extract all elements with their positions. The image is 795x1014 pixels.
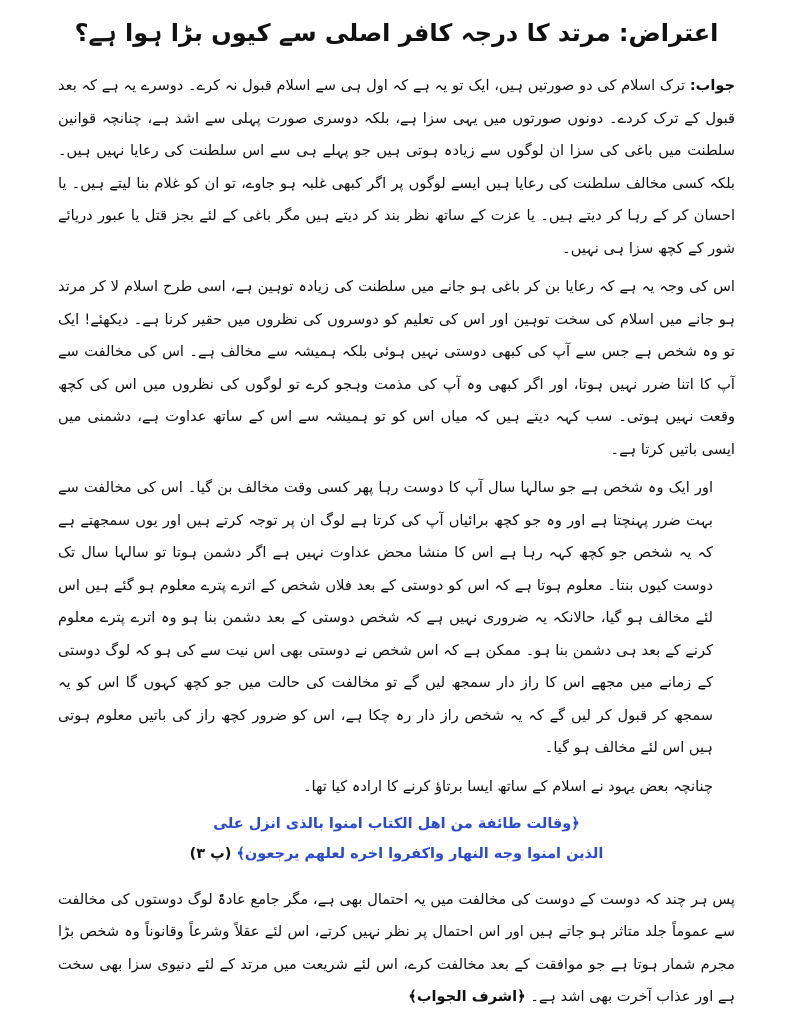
quran-reference: (پ ٣) — [189, 846, 232, 862]
closing-paragraph — [58, 884, 735, 1014]
paragraph-2: اس کی وجہ یہ ہے کہ رعایا بن کر باغی ہو جانے میں سلطنت کی زیادہ توہین ہے، اسی طرح اسلام لا کر مرتد ہو جانے میں اسلام کی سخت توہین اور اس کی تعلیم کو دوسروں کی نظروں میں حقیر کرنا ہے۔ دیکھئے! ایک تو وہ شخص ہے جس سے آپ کی کبھی دوستی نہیں ہوئی بلکہ ہمیشہ سے مخالف ہے۔ اس کی مخالفت سے آپ کا اتنا ضرر نہیں ہوتا، اور اگر کبھی وہ آپ کی مذمت وہجو کرے تو لوگوں کی نظروں میں اس کی کچھ وقعت نہیں ہوتی۔ سب کہہ دیتے ہیں کہ میاں اس کو تو ہمیشہ سے اس کے ساتھ عداوت ہے، دشمنی میں ایسی باتیں کرتا ہے۔ — [58, 278, 735, 458]
paragraph-1 — [58, 70, 735, 265]
paragraph-3: اور ایک وہ شخص ہے جو سالہا سال آپ کا دوست رہا پھر کسی وقت مخالف بن گیا۔ اس کی مخالفت سے بہت ضرر پہنچتا ہے اور وہ جو کچھ برائیاں آپ کی کرتا ہے لوگ ان پر توجہ کرتے ہیں اور یوں سمجھتے ہے کہ یہ شخص جو کچھ کہہ رہا ہے اس کا منشا محض عداوت نہیں ہے اگر دشمن ہوتا تو سالہا سال تک دوست کیوں بنتا۔ معلوم ہوتا ہے کہ اس کو دوستی کے بعد فلاں شخص کے اترے پترے معلوم ہو گئے ہیں اس لئے مخالف ہو گیا، حالانکہ یہ ضروری نہیں ہے کہ شخص دوستی کے بعد دشمن بنا ہو وہ اترے پترے معلوم کرنے کے بعد ہی دشمن بنا ہو۔ ممکن ہے کہ اس شخص نے دوستی بھی اس نیت سے کی ہو کہ لوگ دوستی کے زمانے میں مجھے اس کا راز دار سمجھ لیں گے تو مخالفت کی حالت میں جو کچھ کہوں گا اس کو یہ سمجھ کر قبول کر لیں گے کہ یہ شخص راز دار رہ چکا ہے، اس کو ضرور کچھ راز کی باتیں معلوم ہوتی ہیں اس لئے مخالف ہو گیا۔ — [58, 479, 713, 756]
paragraph-1-text: ترک اسلام کی دو صورتیں ہیں، ایک تو یہ ہے کہ اول ہی سے اسلام قبول نہ کرے۔ دوسرے یہ ہے کہ بعد قبول کے ترک کردے۔ دونوں صورتوں میں یہی سزا ہے، بلکہ دوسری صورت پہلی سے اشد ہے، چنانچہ قوانین سلطنت میں باغی کی سزا ان لوگوں سے زیادہ ہوتی ہیں جو پہلے ہی سے اس سلطنت کی رعایا نہیں ہیں۔ بلکہ کسی مخالف سلطنت کی رعایا ہیں ایسے لوگوں پر اگر کبھی غلبہ ہو جاوے، تو ان کو غلام بنا لیتے ہیں۔ یا احسان کر کے رہا کر دیتے ہیں۔ یا عزت کے ساتھ نظر بند کر دیتے ہیں مگر باغی کے لئے بجز قتل یا عبور دریائے شور کے کچھ سزا ہی نہیں۔ — [58, 77, 735, 257]
quran-verse-line-2-text: الذين امنوا وجه النهار واكفروا اخره لعلهم يرجعون﴾ — [236, 846, 604, 862]
quran-verse-line-2 — [58, 839, 735, 869]
answer-label: جواب: — [689, 77, 735, 94]
source-signature: ﴿اشرف الجواب﴾ — [408, 988, 526, 1006]
quran-verse-line-1: ﴿وقالت طائفة من اهل الكتاب امنوا بالذى انزل على — [213, 816, 580, 832]
quran-verse — [58, 809, 735, 869]
closing-text: پس ہر چند کہ دوست کے دوست کی مخالفت میں یہ احتمال بھی ہے، مگر جامع عادۃً لوگ دوستوں کی مخالفت سے عموماً جلد متاثر ہو جاتے ہیں اور اس احتمال پر نظر نہیں کرتے، اس لئے عقلاً وشرعاً وقانوناً وہ شخص بڑا مجرم شمار ہوتا ہے جو موافقت کے بعد مخالفت کرے، اس لئے شریعت میں مرتد کے لئے دنیوی سزا بھی سخت ہے اور عذاب آخرت بھی اشد ہے۔ — [58, 890, 735, 1006]
paragraph-4: چنانچہ بعض یہود نے اسلام کے ساتھ ایسا برتاؤ کرنے کا ارادہ کیا تھا۔ — [303, 777, 713, 795]
page-title: اعتراض: مرتد کا درجہ کافر اصلی سے کیوں بڑا ہوا ہے؟ — [74, 19, 719, 47]
